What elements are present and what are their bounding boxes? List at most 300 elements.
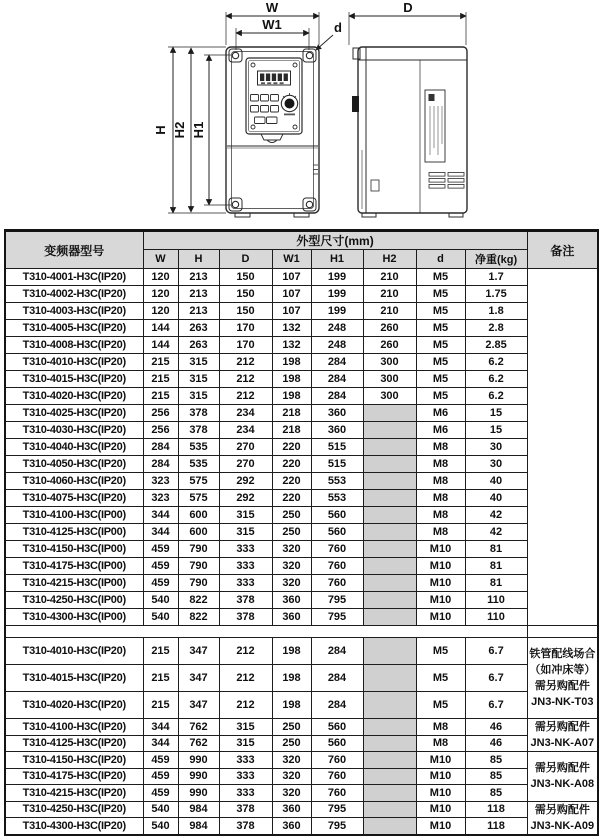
dim-cell: M5 (416, 320, 465, 337)
table-row (5, 320, 598, 337)
weight-cell: 85 (465, 768, 527, 785)
dim-cell: 333 (219, 558, 272, 575)
dim-cell: 315 (178, 388, 219, 405)
remark-cell: 铁管配线场合 （如冲床等） 需另购配件 JN3-NK-T03 (527, 638, 598, 719)
table-row (5, 558, 598, 575)
weight-cell: 6.7 (465, 665, 527, 692)
dim-cell: 515 (311, 456, 363, 473)
weight-cell: 110 (465, 609, 527, 626)
table-row (5, 303, 598, 320)
dim-cell: M8 (416, 507, 465, 524)
header-col-h: H (178, 250, 219, 269)
dim-cell: 170 (219, 337, 272, 354)
weight-cell: 110 (465, 592, 527, 609)
separator-row (5, 626, 598, 638)
dim-cell: 540 (143, 818, 178, 835)
dim-cell (363, 692, 416, 719)
dim-cell: 333 (219, 752, 272, 769)
table-row (5, 592, 598, 609)
dim-cell: 360 (272, 609, 311, 626)
dim-cell: 378 (178, 422, 219, 439)
dim-cell: M10 (416, 785, 465, 802)
dim-cell: 360 (311, 422, 363, 439)
dim-cell (363, 541, 416, 558)
label-sticker (425, 90, 445, 162)
dim-cell: 234 (219, 405, 272, 422)
dim-cell: 320 (272, 785, 311, 802)
table-row (5, 609, 598, 626)
table-row (5, 371, 598, 388)
dim-cell: 250 (272, 735, 311, 752)
dim-cell: 248 (311, 337, 363, 354)
weight-cell: 46 (465, 719, 527, 736)
weight-cell: 6.7 (465, 692, 527, 719)
dim-cell (363, 609, 416, 626)
dim-cell: 822 (178, 592, 219, 609)
dim-cell: 234 (219, 422, 272, 439)
model-cell: T310-4215-H3C(IP20) (5, 785, 143, 802)
weight-cell: 6.2 (465, 354, 527, 371)
model-cell: T310-4020-H3C(IP20) (5, 388, 143, 405)
weight-cell: 81 (465, 558, 527, 575)
dim-cell: 459 (143, 575, 178, 592)
dim-cell: 198 (272, 665, 311, 692)
model-cell: T310-4215-H3C(IP00) (5, 575, 143, 592)
dim-cell: 360 (272, 818, 311, 835)
dim-cell: M5 (416, 371, 465, 388)
dim-cell: 263 (178, 320, 219, 337)
dim-cell: 760 (311, 541, 363, 558)
weight-cell: 2.85 (465, 337, 527, 354)
inverter-side-view (352, 47, 467, 217)
weight-cell: 118 (465, 801, 527, 818)
dim-cell: M10 (416, 609, 465, 626)
dim-cell: 535 (178, 439, 219, 456)
dim-cell: 212 (219, 665, 272, 692)
table-row (5, 541, 598, 558)
dim-cell: 213 (178, 269, 219, 286)
table-row (5, 575, 598, 592)
dim-cell: 540 (143, 592, 178, 609)
dim-cell: 120 (143, 286, 178, 303)
header-col-w: W (143, 250, 178, 269)
dim-cell: 600 (178, 507, 219, 524)
mounting-hole (232, 201, 238, 207)
header-remark: 备注 (527, 231, 598, 269)
dim-cell: 790 (178, 541, 219, 558)
dim-cell: 347 (178, 692, 219, 719)
dim-cell: 132 (272, 320, 311, 337)
keypad-buttons (251, 95, 279, 124)
dim-cell (363, 405, 416, 422)
header-col-weight: 净重(kg) (465, 250, 527, 269)
dim-cell: 198 (272, 388, 311, 405)
dim-cell: 218 (272, 405, 311, 422)
dim-cell: 540 (143, 609, 178, 626)
dim-cell: 213 (178, 286, 219, 303)
dim-cell: 762 (178, 719, 219, 736)
dim-cell: M10 (416, 752, 465, 769)
dim-cell: M10 (416, 818, 465, 835)
dim-cell: 378 (178, 405, 219, 422)
weight-cell: 2.8 (465, 320, 527, 337)
dim-cell: 215 (143, 354, 178, 371)
dim-label-h: H (153, 125, 168, 135)
dim-cell: 218 (272, 422, 311, 439)
dim-cell: 212 (219, 371, 272, 388)
table-row (5, 801, 598, 818)
dim-cell: 315 (219, 719, 272, 736)
model-cell: T310-4100-H3C(IP00) (5, 507, 143, 524)
model-cell: T310-4010-H3C(IP20) (5, 354, 143, 371)
dim-cell (363, 490, 416, 507)
weight-cell: 85 (465, 752, 527, 769)
dim-cell: 320 (272, 752, 311, 769)
dim-cell: 256 (143, 422, 178, 439)
dim-cell (363, 473, 416, 490)
dim-cell: M5 (416, 337, 465, 354)
model-cell: T310-4300-H3C(IP20) (5, 818, 143, 835)
dim-cell: M10 (416, 801, 465, 818)
dim-cell: 459 (143, 752, 178, 769)
keypad-panel (246, 58, 302, 134)
dim-cell: 198 (272, 692, 311, 719)
dim-cell: 560 (311, 507, 363, 524)
weight-cell: 81 (465, 541, 527, 558)
dim-cell: 144 (143, 320, 178, 337)
model-cell: T310-4015-H3C(IP20) (5, 371, 143, 388)
weight-cell: 42 (465, 524, 527, 541)
dim-cell: 323 (143, 490, 178, 507)
dim-cell: M8 (416, 439, 465, 456)
model-cell: T310-4030-H3C(IP20) (5, 422, 143, 439)
table-row (5, 388, 598, 405)
dimension-lines (168, 12, 466, 213)
dim-cell: 344 (143, 507, 178, 524)
dim-cell: 170 (219, 320, 272, 337)
table-row (5, 638, 598, 665)
dim-cell (363, 801, 416, 818)
dim-cell: 120 (143, 303, 178, 320)
dim-cell: 220 (272, 490, 311, 507)
table-row (5, 507, 598, 524)
dim-cell: 215 (143, 665, 178, 692)
potentiometer-knob (281, 93, 297, 115)
table-section-1 (5, 269, 598, 626)
dim-label-depth: D (403, 0, 413, 15)
dim-cell: 795 (311, 609, 363, 626)
model-cell: T310-4010-H3C(IP20) (5, 638, 143, 665)
dim-cell: 990 (178, 768, 219, 785)
model-cell: T310-4300-H3C(IP00) (5, 609, 143, 626)
dim-cell: M10 (416, 575, 465, 592)
weight-cell: 30 (465, 439, 527, 456)
dim-cell: 320 (272, 541, 311, 558)
dim-cell: 199 (311, 269, 363, 286)
header-col-h1: H1 (311, 250, 363, 269)
remark-cell: 需另购配件 JN3-NK-A09 (527, 801, 598, 835)
dim-cell: 150 (219, 303, 272, 320)
dim-cell (363, 719, 416, 736)
dim-cell: 344 (143, 735, 178, 752)
dim-cell: 284 (311, 665, 363, 692)
dim-cell (363, 422, 416, 439)
table-row (5, 735, 598, 752)
dim-cell: 150 (219, 269, 272, 286)
dim-cell: 315 (178, 371, 219, 388)
dim-cell: 300 (363, 354, 416, 371)
dim-cell: 459 (143, 558, 178, 575)
dim-cell: 260 (363, 320, 416, 337)
dim-cell (363, 768, 416, 785)
dim-cell: 315 (219, 735, 272, 752)
dim-cell: 107 (272, 269, 311, 286)
dim-cell: 333 (219, 541, 272, 558)
weight-cell: 118 (465, 818, 527, 835)
model-cell: T310-4015-H3C(IP20) (5, 665, 143, 692)
model-cell: T310-4125-H3C(IP20) (5, 735, 143, 752)
table-row (5, 490, 598, 507)
dim-cell: 215 (143, 388, 178, 405)
dim-cell: 212 (219, 354, 272, 371)
table-row (5, 768, 598, 785)
header-col-h2: H2 (363, 250, 416, 269)
dim-cell: 107 (272, 286, 311, 303)
dim-cell: 198 (272, 371, 311, 388)
dim-cell: 215 (143, 692, 178, 719)
model-cell: T310-4025-H3C(IP20) (5, 405, 143, 422)
header-col-screw: d (416, 250, 465, 269)
dim-cell: 378 (219, 818, 272, 835)
dim-cell: M10 (416, 558, 465, 575)
dim-cell: 320 (272, 575, 311, 592)
dim-cell (363, 665, 416, 692)
vent-slots (429, 173, 464, 189)
dim-cell: 250 (272, 524, 311, 541)
dim-cell: 378 (219, 609, 272, 626)
dim-cell: 333 (219, 575, 272, 592)
dim-cell: 347 (178, 665, 219, 692)
dim-cell: 260 (363, 337, 416, 354)
dim-cell: 360 (311, 405, 363, 422)
dim-cell: 300 (363, 371, 416, 388)
dim-cell: M5 (416, 303, 465, 320)
dim-cell: 315 (178, 354, 219, 371)
weight-cell: 15 (465, 405, 527, 422)
model-cell: T310-4150-H3C(IP00) (5, 541, 143, 558)
weight-cell: 6.2 (465, 371, 527, 388)
weight-cell: 40 (465, 490, 527, 507)
section-separator (5, 626, 598, 638)
side-connector (352, 96, 359, 112)
dim-cell: 284 (311, 388, 363, 405)
dim-cell: M8 (416, 473, 465, 490)
dim-cell: 795 (311, 818, 363, 835)
dim-cell: 215 (143, 638, 178, 665)
dim-cell: 250 (272, 719, 311, 736)
table-row (5, 456, 598, 473)
mounting-hole (232, 52, 238, 58)
header-model: 变频器型号 (5, 231, 143, 269)
dim-cell: 215 (143, 371, 178, 388)
dim-cell: 198 (272, 354, 311, 371)
dim-cell: M6 (416, 405, 465, 422)
dim-cell: 347 (178, 638, 219, 665)
dim-cell: 199 (311, 303, 363, 320)
weight-cell: 42 (465, 507, 527, 524)
remark-cell: 需另购配件 JN3-NK-A07 (527, 719, 598, 752)
dim-cell: 360 (272, 801, 311, 818)
dim-cell: 210 (363, 269, 416, 286)
dim-cell: 990 (178, 752, 219, 769)
mounting-hole (306, 201, 312, 207)
dim-label-w1: W1 (262, 17, 282, 32)
dim-cell: 270 (219, 439, 272, 456)
model-cell: T310-4175-H3C(IP20) (5, 768, 143, 785)
model-cell: T310-4020-H3C(IP20) (5, 692, 143, 719)
dim-cell: 263 (178, 337, 219, 354)
dim-cell: 199 (311, 286, 363, 303)
model-cell: T310-4075-H3C(IP20) (5, 490, 143, 507)
model-cell: T310-4060-H3C(IP20) (5, 473, 143, 490)
dim-cell: M6 (416, 422, 465, 439)
dim-cell: 984 (178, 818, 219, 835)
dim-cell: 292 (219, 473, 272, 490)
dim-cell: 333 (219, 768, 272, 785)
model-cell: T310-4001-H3C(IP20) (5, 269, 143, 286)
dim-cell: M8 (416, 719, 465, 736)
dim-cell (363, 752, 416, 769)
model-cell: T310-4003-H3C(IP20) (5, 303, 143, 320)
dim-cell (363, 524, 416, 541)
dim-cell: M8 (416, 456, 465, 473)
dim-cell: 540 (143, 801, 178, 818)
dim-cell: 315 (219, 507, 272, 524)
dim-cell: 795 (311, 801, 363, 818)
dim-cell: 378 (219, 801, 272, 818)
dim-cell: 760 (311, 558, 363, 575)
mounting-hole (306, 52, 312, 58)
model-cell: T310-4250-H3C(IP20) (5, 801, 143, 818)
dim-cell: M5 (416, 269, 465, 286)
dim-cell: M5 (416, 354, 465, 371)
dim-cell: 120 (143, 269, 178, 286)
dim-cell: 344 (143, 719, 178, 736)
table-row (5, 473, 598, 490)
dim-cell: 795 (311, 592, 363, 609)
model-cell: T310-4100-H3C(IP20) (5, 719, 143, 736)
table-row (5, 337, 598, 354)
weight-cell: 1.75 (465, 286, 527, 303)
weight-cell: 1.8 (465, 303, 527, 320)
table-row (5, 524, 598, 541)
dim-cell: 300 (363, 388, 416, 405)
table-header (5, 231, 598, 269)
dim-label-w: W (265, 0, 279, 15)
dim-cell (363, 592, 416, 609)
dim-cell (363, 818, 416, 835)
dim-cell: 600 (178, 524, 219, 541)
dim-cell: M10 (416, 541, 465, 558)
table-row (5, 719, 598, 736)
separator-cell (5, 626, 527, 638)
dim-cell (363, 735, 416, 752)
weight-cell: 30 (465, 456, 527, 473)
dim-cell: 459 (143, 785, 178, 802)
header-dims-group: 外型尺寸(mm) (143, 231, 527, 250)
dim-cell: 553 (311, 473, 363, 490)
model-cell: T310-4125-H3C(IP00) (5, 524, 143, 541)
dim-cell: M5 (416, 388, 465, 405)
model-cell: T310-4250-H3C(IP00) (5, 592, 143, 609)
dim-cell: 220 (272, 473, 311, 490)
dim-cell: 459 (143, 541, 178, 558)
dim-cell: 760 (311, 575, 363, 592)
dim-cell: M5 (416, 692, 465, 719)
table-row (5, 422, 598, 439)
dim-cell: 323 (143, 473, 178, 490)
weight-cell: 40 (465, 473, 527, 490)
dim-cell (363, 439, 416, 456)
weight-cell: 15 (465, 422, 527, 439)
dim-cell: 760 (311, 785, 363, 802)
dimensions-table (4, 229, 599, 836)
dim-cell (363, 558, 416, 575)
dim-cell: 284 (311, 354, 363, 371)
dim-cell: 822 (178, 609, 219, 626)
weight-cell: 6.2 (465, 388, 527, 405)
dim-cell: M10 (416, 768, 465, 785)
dim-cell (363, 575, 416, 592)
header-col-d: D (219, 250, 272, 269)
table-row (5, 785, 598, 802)
dim-cell: 248 (311, 320, 363, 337)
dim-cell: 210 (363, 286, 416, 303)
dim-cell: 333 (219, 785, 272, 802)
dim-cell: 320 (272, 768, 311, 785)
dim-cell: 320 (272, 558, 311, 575)
dim-cell: M8 (416, 524, 465, 541)
dim-cell: 315 (219, 524, 272, 541)
model-cell: T310-4002-H3C(IP20) (5, 286, 143, 303)
dim-cell: 150 (219, 286, 272, 303)
model-cell: T310-4050-H3C(IP20) (5, 456, 143, 473)
table-row (5, 439, 598, 456)
dim-cell: 515 (311, 439, 363, 456)
table-row (5, 665, 598, 692)
dim-cell: M8 (416, 490, 465, 507)
dim-cell: 984 (178, 801, 219, 818)
dim-cell: 560 (311, 524, 363, 541)
dim-cell (363, 638, 416, 665)
dim-cell: 378 (219, 592, 272, 609)
dim-cell: 250 (272, 507, 311, 524)
dim-cell: 284 (311, 371, 363, 388)
table-row (5, 692, 598, 719)
dim-cell: 560 (311, 735, 363, 752)
inverter-front-view (226, 47, 319, 217)
dim-cell: 284 (143, 439, 178, 456)
dim-cell: 132 (272, 337, 311, 354)
dim-cell: M5 (416, 286, 465, 303)
dim-label-h1: H1 (191, 121, 206, 139)
dim-cell: 292 (219, 490, 272, 507)
dim-cell: 220 (272, 456, 311, 473)
dim-cell: 560 (311, 719, 363, 736)
dim-cell: 990 (178, 785, 219, 802)
dim-cell: 760 (311, 752, 363, 769)
model-cell: T310-4040-H3C(IP20) (5, 439, 143, 456)
